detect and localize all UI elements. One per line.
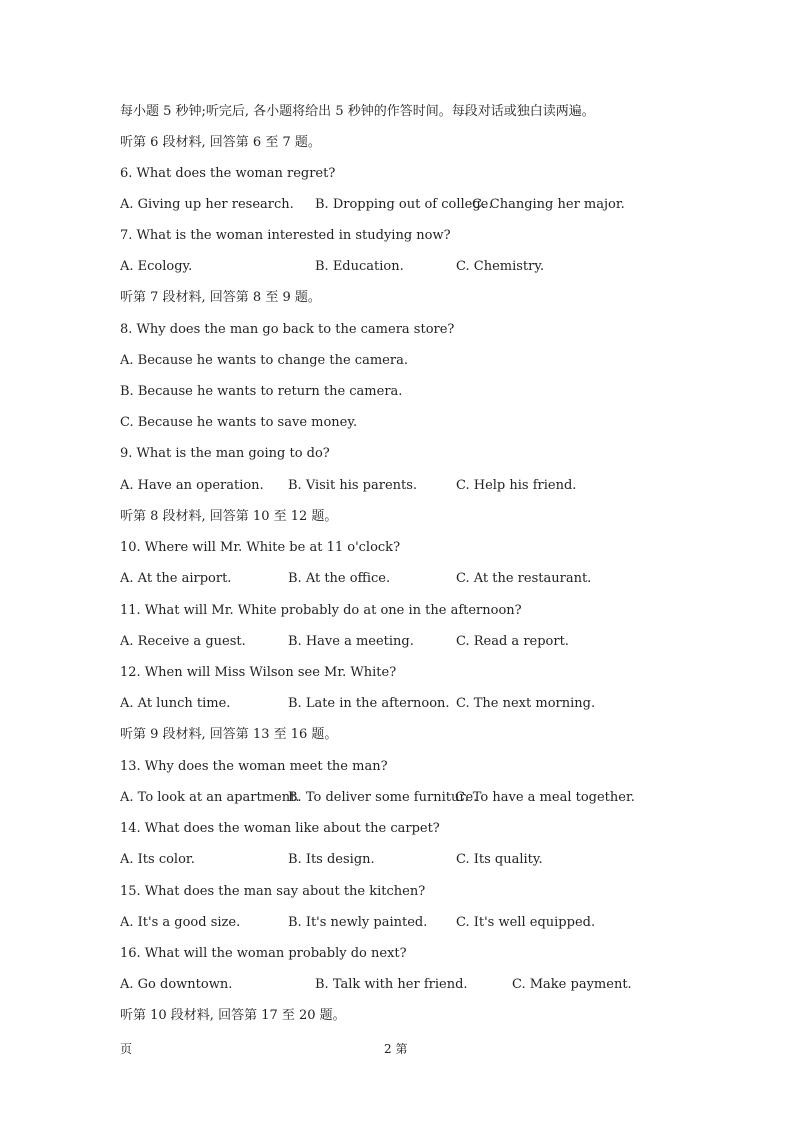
question-14: 14. What does the woman like about the carpet? bbox=[120, 821, 440, 836]
option-a: A. Giving up her research. bbox=[120, 197, 294, 212]
section-heading: 听第 10 段材料, 回答第 17 至 20 题。 bbox=[120, 1008, 346, 1023]
question-6: 6. What does the woman regret? bbox=[120, 166, 336, 181]
option-b: B. Late in the afternoon. bbox=[288, 696, 450, 711]
option-c: C. Read a report. bbox=[456, 634, 569, 649]
intro-text: 每小题 5 秒钟;听完后, 各小题将给出 5 秒钟的作答时间。每段对话或独白读两遍。 bbox=[120, 104, 595, 119]
question-9: 9. What is the man going to do? bbox=[120, 446, 330, 461]
option-b: B. It's newly painted. bbox=[288, 915, 428, 930]
option-a: A. Its color. bbox=[120, 852, 195, 867]
option-b: B. To deliver some furniture. bbox=[288, 790, 478, 805]
option-b: B. Dropping out of college. bbox=[315, 197, 493, 212]
question-16: 16. What will the woman probably do next? bbox=[120, 946, 407, 961]
option-b: B. At the office. bbox=[288, 571, 391, 586]
option-a: A. Have an operation. bbox=[120, 478, 264, 493]
option-c: C. Changing her major. bbox=[472, 197, 625, 212]
option-a: A. Go downtown. bbox=[120, 977, 233, 992]
option-c: C. Help his friend. bbox=[456, 478, 577, 493]
option-c: C. To have a meal together. bbox=[455, 790, 635, 805]
footer-page-number: 2 第 bbox=[384, 1042, 408, 1056]
option-c: C. It's well equipped. bbox=[456, 915, 596, 930]
option-a: A. At the airport. bbox=[120, 571, 232, 586]
option-c: C. Chemistry. bbox=[456, 259, 545, 274]
option-a: A. At lunch time. bbox=[120, 696, 231, 711]
option-c: C. Because he wants to save money. bbox=[120, 415, 358, 430]
option-a: A. It's a good size. bbox=[120, 915, 241, 930]
question-12: 12. When will Miss Wilson see Mr. White? bbox=[120, 665, 397, 680]
question-15: 15. What does the man say about the kitchen? bbox=[120, 884, 426, 899]
footer-page-label: 页 bbox=[120, 1042, 133, 1056]
option-a: A. Because he wants to change the camera. bbox=[120, 353, 408, 368]
question-10: 10. Where will Mr. White be at 11 o'clock? bbox=[120, 540, 401, 555]
section-heading: 听第 8 段材料, 回答第 10 至 12 题。 bbox=[120, 509, 338, 524]
question-8: 8. Why does the man go back to the camera store? bbox=[120, 322, 455, 337]
option-c: C. Make payment. bbox=[512, 977, 632, 992]
option-c: C. Its quality. bbox=[456, 852, 543, 867]
option-b: B. Its design. bbox=[288, 852, 375, 867]
option-b: B. Because he wants to return the camera. bbox=[120, 384, 403, 399]
option-c: C. The next morning. bbox=[456, 696, 596, 711]
section-heading: 听第 6 段材料, 回答第 6 至 7 题。 bbox=[120, 135, 321, 150]
section-heading: 听第 7 段材料, 回答第 8 至 9 题。 bbox=[120, 290, 321, 305]
option-b: B. Talk with her friend. bbox=[315, 977, 468, 992]
option-b: B. Have a meeting. bbox=[288, 634, 414, 649]
option-a: A. Ecology. bbox=[120, 259, 193, 274]
option-a: A. To look at an apartment. bbox=[120, 790, 300, 805]
option-b: B. Education. bbox=[315, 259, 404, 274]
section-heading: 听第 9 段材料, 回答第 13 至 16 题。 bbox=[120, 727, 338, 742]
question-11: 11. What will Mr. White probably do at one in the afternoon? bbox=[120, 603, 522, 618]
option-c: C. At the restaurant. bbox=[456, 571, 592, 586]
question-7: 7. What is the woman interested in studying now? bbox=[120, 228, 451, 243]
option-a: A. Receive a guest. bbox=[120, 634, 246, 649]
question-13: 13. Why does the woman meet the man? bbox=[120, 759, 388, 774]
option-b: B. Visit his parents. bbox=[288, 478, 418, 493]
